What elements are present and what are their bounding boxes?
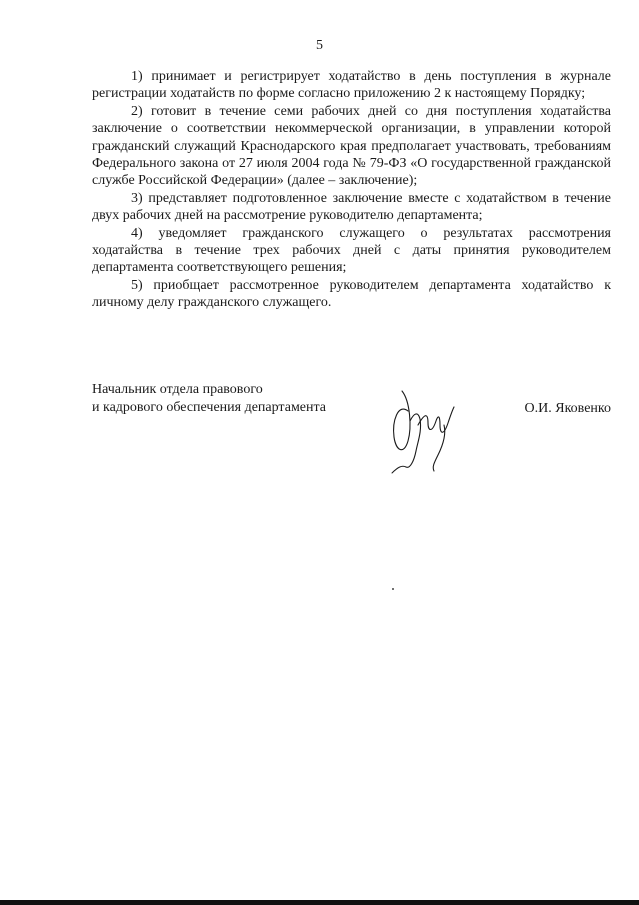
scan-speck [392, 588, 394, 590]
handwritten-signature [388, 381, 468, 476]
page-number: 5 [316, 38, 323, 53]
signatory-position [92, 381, 326, 417]
signatory-name: О.И. Яковенко [524, 401, 611, 416]
scan-bottom-edge [0, 900, 639, 905]
paragraph-item-5: 5) приобщает рассмотренное руководителем департамента ходатайство к личному делу гражданского служащего. [92, 277, 611, 311]
signature-block [92, 381, 611, 481]
paragraph-item-4: 4) уведомляет гражданского служащего о результатах рассмотрения ходатайства в течение трех рабочих дней с даты принятия руководителем департамента соответствующего решения; [92, 225, 611, 276]
paragraph-item-3: 3) представляет подготовленное заключение вместе с ходатайством в течение двух рабочих дней на рассмотрение руководителю департамента; [92, 190, 611, 224]
signatory-position-line-1: Начальник отдела правового [92, 382, 263, 397]
paragraph-item-2: 2) готовит в течение семи рабочих дней со дня поступления ходатайства заключение о соответствии некоммерческой организации, в управлении которой гражданский служащий Краснодарского края предполагает участвовать, требованиям Федерального закона от 27 июля 2004 года № 79-ФЗ «О государственной гражданской службе Российской Федерации» (далее – заключение); [92, 103, 611, 189]
document-body [92, 68, 611, 312]
signatory-position-line-2: и кадрового обеспечения департамента [92, 400, 327, 415]
paragraph-item-1: 1) принимает и регистрирует ходатайство в день поступления в журнале регистрации ходатайств по форме согласно приложению 2 к настоящему Порядку; [92, 69, 611, 102]
